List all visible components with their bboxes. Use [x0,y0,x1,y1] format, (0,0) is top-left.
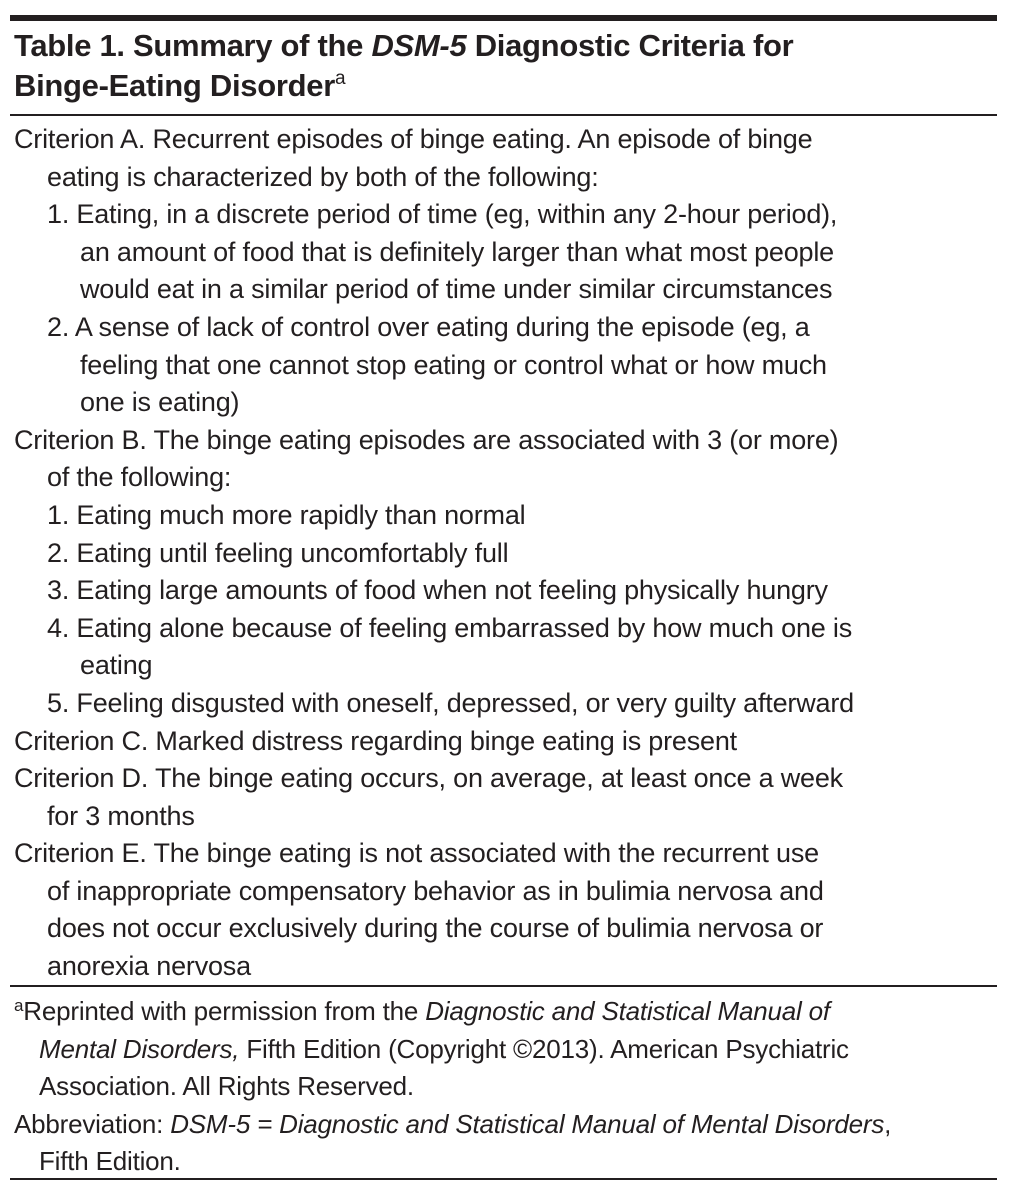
criterion-line: Criterion E. The binge eating is not associated with the recurrent use [14,838,819,869]
criterion-subitem-line: 1. Eating, in a discrete period of time (eg, within any 2-hour period), [47,199,838,230]
criterion-subitem-line: eating [80,650,153,681]
criterion-line: of inappropriate compensatory behavior as in bulimia nervosa and [47,875,824,906]
criterion-line: eating is characterized by both of the following: [47,161,599,192]
criterion-subitem-line: 3. Eating large amounts of food when not feeling physically hungry [47,575,828,606]
criterion-subitem-line: would eat in a similar period of time under similar circumstances [80,274,833,305]
criterion-line: Criterion B. The binge eating episodes are associated with 3 (or more) [14,424,839,455]
criterion-line: for 3 months [47,800,195,831]
criterion-subitem-line: 2. A sense of lack of control over eating during the episode (eg, a [47,311,810,342]
criterion-line: Criterion D. The binge eating occurs, on average, at least once a week [14,763,843,794]
criterion-line: Criterion A. Recurrent episodes of binge eating. An episode of binge [14,124,813,154]
criterion-subitem-line: an amount of food that is definitely larger than what most people [80,236,834,267]
footnote-abbreviation: Abbreviation: DSM-5 = Diagnostic and Statistical Manual of Mental Disorders, [14,1108,892,1139]
title-rule [10,114,997,116]
footnotes: $^a$Reprinted with permission from the Diagnostic and Statistical Manual of Mental Disorders, Fifth Edition (Copyright ©2013). American Psychiatric Association. All Rights Reserved. Abbreviation: DSM-5 = Diagnostic and Statistical Manual of Mental Disorders, Fifth Edition. [14,996,892,1177]
table-title: Table 1. Summary of the DSM-5 Diagnostic Criteria for Binge-Eating Disorder$^a$ [14,28,794,103]
criterion-line: does not occur exclusively during the course of bulimia nervosa or [47,913,824,944]
top-thick-rule [10,15,997,21]
criteria-list [14,121,854,986]
criterion-line: of the following: [47,462,232,493]
criterion-line: Criterion C. Marked distress regarding binge eating is present [14,725,737,756]
bottom-rule [10,1178,997,1180]
footnote-a: $^a$Reprinted with permission from the Diagnostic and Statistical Manual of [14,996,830,1026]
criterion-line: anorexia nervosa [47,951,251,982]
footnote-rule [10,985,997,987]
criterion-subitem-line: 5. Feeling disgusted with oneself, depressed, or very guilty afterward [47,687,854,718]
criterion-subitem-line: 1. Eating much more rapidly than normal [47,499,526,530]
criterion-subitem-line: 4. Eating alone because of feeling embarrassed by how much one is [47,612,853,643]
criterion-subitem-line: feeling that one cannot stop eating or control what or how much [80,349,827,380]
criterion-subitem-line: 2. Eating until feeling uncomfortably full [47,537,509,568]
criterion-subitem-line: one is eating) [80,387,240,418]
